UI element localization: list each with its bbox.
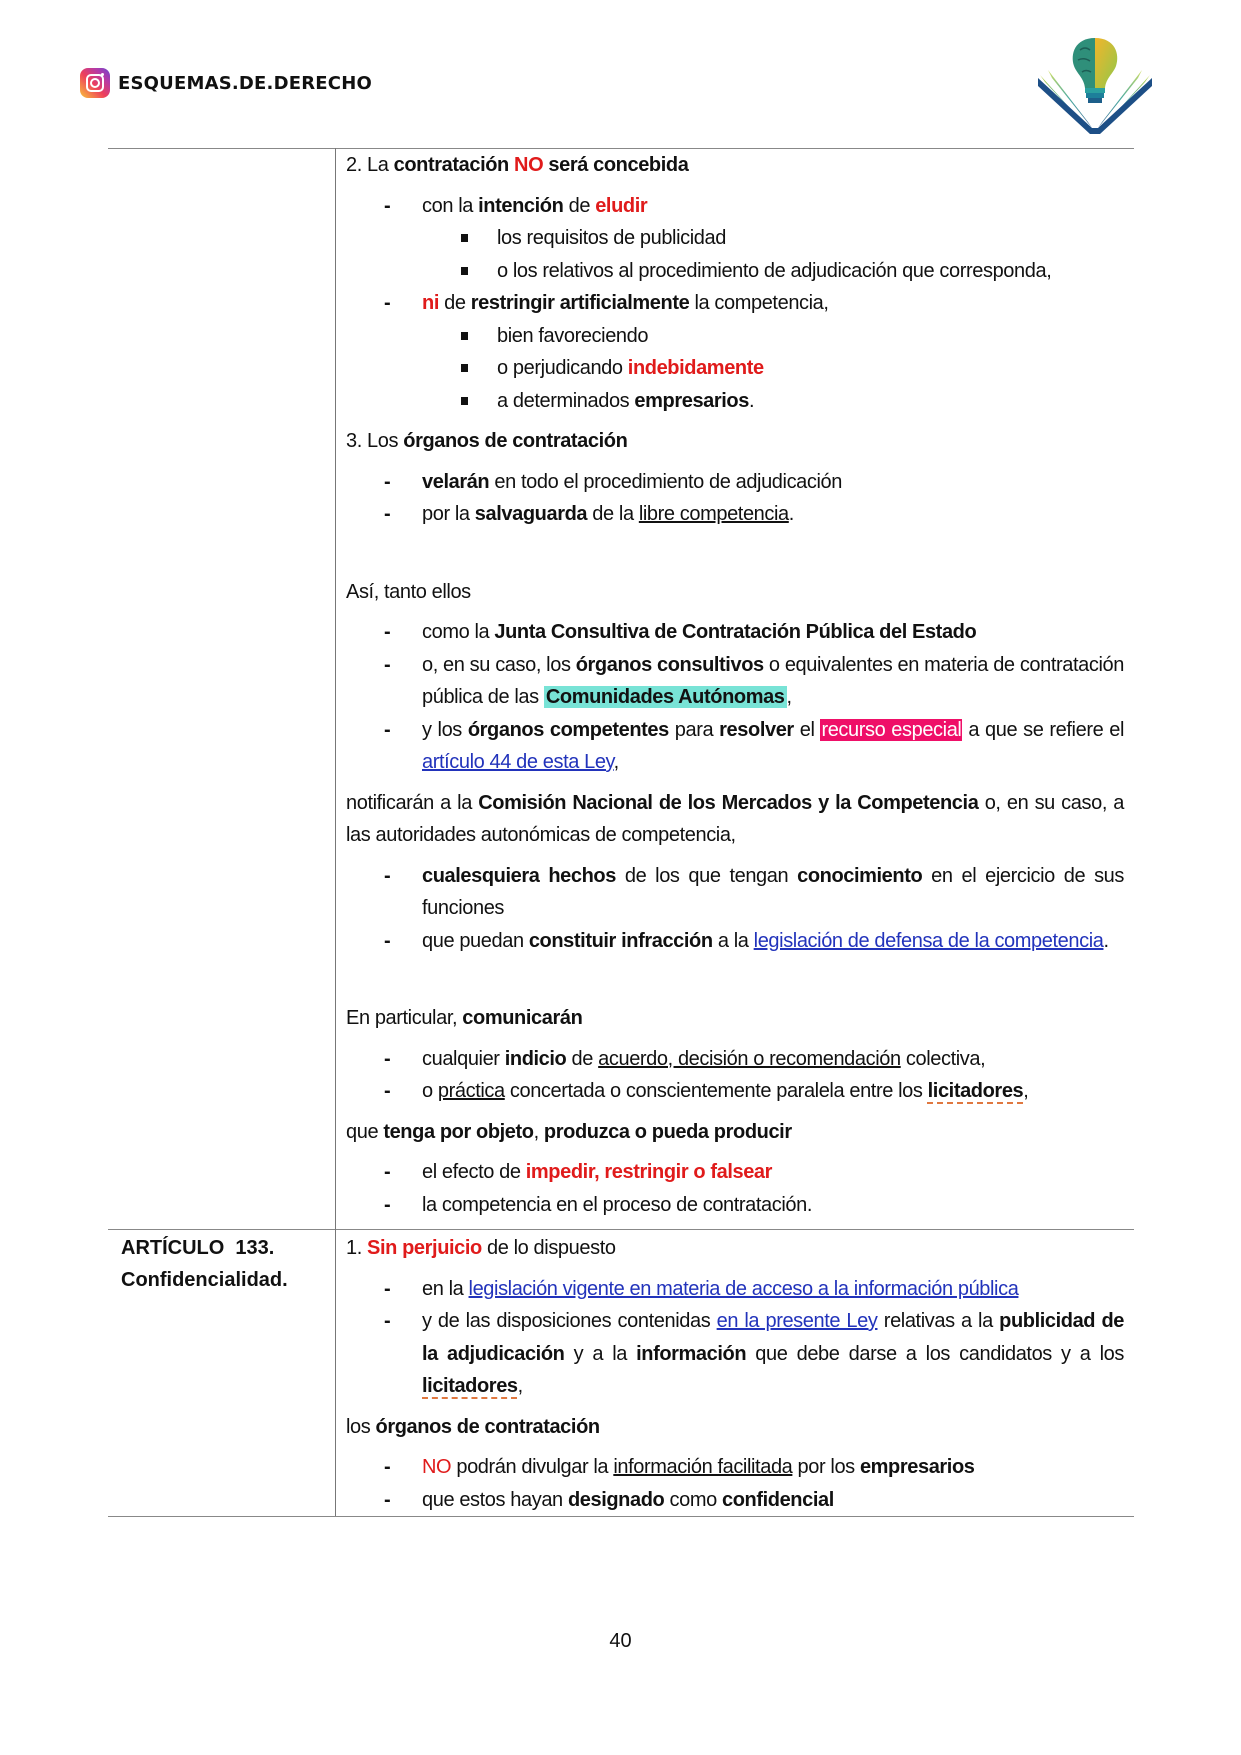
instagram-icon [80,68,110,98]
list-item: - cualesquiera hechos de los que tengan conocimiento en el ejercicio de sus funciones [346,860,1124,925]
lightbulb-brain-book-logo [1030,30,1160,140]
spellcheck-word: licitadores [927,1080,1024,1102]
list-item: - cualquier indicio de acuerdo, decisión o recomendación colectiva, [346,1043,1124,1076]
paragraph-2: 2. La contratación NO será concebida [346,154,689,176]
paragraph-3: 3. Los órganos de contratación [346,430,628,452]
list-item: o los relativos al procedimiento de adjudicación que corresponda, [346,255,1124,288]
list-item: - NO podrán divulgar la información facilitada por los empresarios [346,1451,1124,1484]
list-item: a determinados empresarios. [346,385,1124,418]
paragraph-1: 1. Sin perjuicio de lo dispuesto [346,1237,616,1259]
link-legislacion-defensa-competencia[interactable]: legislación de defensa de la competencia [753,929,1104,952]
list-item: - o práctica concertada o conscientemente paralela entre los licitadores, [346,1075,1124,1108]
link-articulo-44[interactable]: artículo 44 de esta Ley [422,751,614,773]
list-item: - con la intención de eludir [346,190,1124,223]
list-item: - la competencia en el proceso de contratación. [346,1189,1124,1222]
table-row [108,1230,1134,1517]
list-item: - y de las disposiciones contenidas en la presente Ley relativas a la publicidad de la adjudicación y a la información que debe darse a los candidatos y a los licitadores, [346,1305,1124,1403]
list-item: los requisitos de publicidad [346,222,1124,255]
link-presente-ley[interactable]: en la presente Ley [716,1310,878,1332]
list-item: - por la salvaguarda de la libre competencia. [346,498,1124,531]
paragraph-que: que tenga por objeto, produzca o pueda producir [346,1120,792,1143]
list-item: - y los órganos competentes para resolver el recurso especial a que se refiere el artículo 44 de esta Ley, [346,714,1124,779]
paragraph-en-particular: En particular, comunicarán [346,1007,583,1029]
highlight-teal: Comunidades Autónomas [545,686,785,708]
article-label-cell [108,1230,336,1517]
page-header [80,68,372,98]
list-item: - velarán en todo el procedimiento de adjudicación [346,466,1124,499]
link-legislacion-acceso-informacion[interactable]: legislación vigente en materia de acceso a la información pública [468,1277,1019,1300]
list-item: bien favoreciendo [346,320,1124,353]
article-label-cell [108,149,336,1230]
paragraph-organos: los órganos de contratación [346,1415,600,1438]
list-item: - como la Junta Consultiva de Contratación Pública del Estado [346,616,1124,649]
article-title: Confidencialidad. [121,1269,288,1291]
article-number: ARTÍCULO 133. [121,1237,275,1259]
brand-name: ESQUEMAS.DE.DERECHO [118,72,372,94]
list-item: - en la legislación vigente en materia de acceso a la información pública [346,1273,1124,1306]
list-item: o perjudicando indebidamente [346,352,1124,385]
paragraph-asi: Así, tanto ellos [346,580,471,603]
highlight-pink: recurso especial [821,718,962,741]
list-item: - el efecto de impedir, restringir o falsear [346,1156,1124,1189]
list-item: - o, en su caso, los órganos consultivos o equivalentes en materia de contratación pública de las Comunidades Autónomas , [346,649,1124,714]
article-table [108,148,1134,1517]
spellcheck-word: licitadores [422,1375,518,1397]
list-item: - que puedan constituir infracción a la legislación de defensa de la competencia. [346,925,1124,958]
article-content-cell [336,1230,1135,1517]
table-row [108,149,1134,1230]
paragraph-notificaran: notificarán a la Comisión Nacional de los Mercados y la Competencia o, en su caso, a las autoridades autonómicas de competencia, [346,791,1124,846]
article-content-cell [336,149,1135,1230]
list-item: - que estos hayan designado como confidencial [346,1484,1124,1517]
page-number: 40 [609,1630,632,1652]
list-item: - ni de restringir artificialmente la competencia, [346,287,1124,320]
